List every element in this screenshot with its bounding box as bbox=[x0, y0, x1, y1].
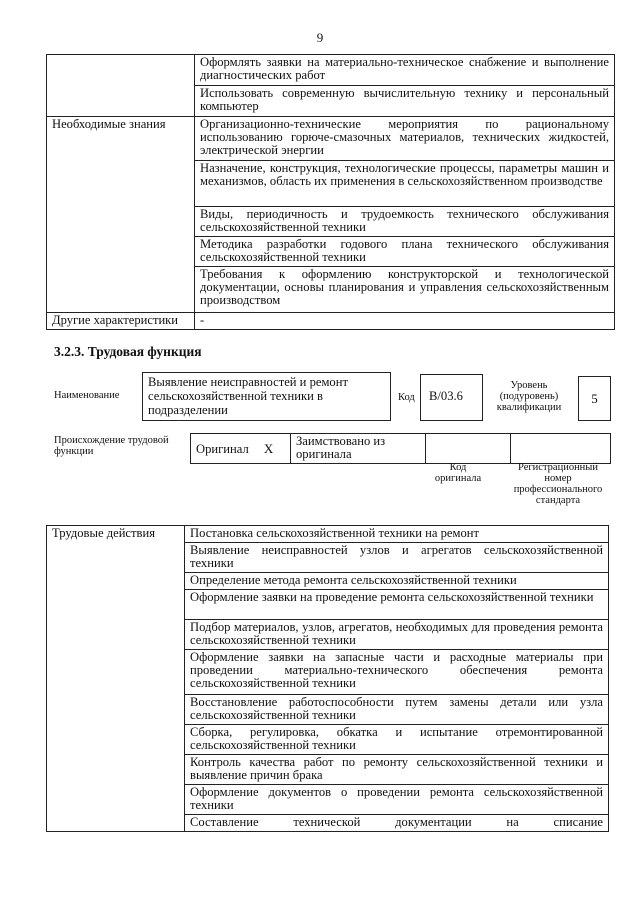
code-value: B/03.6 bbox=[420, 374, 483, 421]
knowledge-cell: Организационно-технические мероприятия по рациональному использованию горюче-смазочных материалов, технических жидкостей, электрической энергии bbox=[195, 117, 615, 161]
table-row bbox=[47, 55, 615, 86]
code-label: Код bbox=[398, 392, 415, 403]
table-row bbox=[47, 313, 615, 330]
action-cell: Контроль качества работ по ремонту сельскохозяйственной техники и выявление причин брака bbox=[185, 755, 609, 785]
registration-number-cell bbox=[511, 434, 611, 464]
action-cell: Оформление заявки на проведение ремонта сельскохозяйственной техники bbox=[185, 590, 609, 620]
skill-cell: Оформлять заявки на материально-техническое снабжение и выполнение диагностических работ bbox=[195, 55, 615, 86]
original-label: Оригинал bbox=[196, 442, 249, 456]
table-row bbox=[191, 434, 611, 464]
page-number: 9 bbox=[316, 30, 324, 45]
action-cell: Определение метода ремонта сельскохозяйственной техники bbox=[185, 573, 609, 590]
action-cell: Восстановление работоспособности путем замены детали или узла сельскохозяйственной техники bbox=[185, 695, 609, 725]
registration-caption: Регистрационный номер профессионального стандарта bbox=[513, 462, 603, 506]
labour-actions-table bbox=[46, 525, 609, 832]
actions-label: Трудовые действия bbox=[47, 526, 185, 832]
action-cell: Составление технической документации на списание bbox=[185, 815, 609, 832]
original-cell bbox=[191, 434, 291, 464]
action-cell: Сборка, регулировка, обкатка и испытание отремонтированной сельскохозяйственной техники bbox=[185, 725, 609, 755]
other-value: - bbox=[195, 313, 615, 330]
skill-cell: Использовать современную вычислительную технику и персональный компьютер bbox=[195, 86, 615, 117]
origin-label: Происхождение трудовой функции bbox=[54, 435, 169, 457]
level-value: 5 bbox=[578, 376, 611, 421]
original-code-cell bbox=[426, 434, 511, 464]
action-cell: Оформление заявки на запасные части и расходные материалы при проведении материально-технического обеспечения ремонта сельскохозяйственной техники bbox=[185, 650, 609, 695]
action-cell: Подбор материалов, узлов, агрегатов, необходимых для проведения ремонта сельскохозяйственной техники bbox=[185, 620, 609, 650]
code-caption: Код оригинала bbox=[434, 462, 482, 484]
action-cell: Оформление документов о проведении ремонта сельскохозяйственной техники bbox=[185, 785, 609, 815]
action-cell: Постановка сельскохозяйственной техники на ремонт bbox=[185, 526, 609, 543]
knowledge-cell: Назначение, конструкция, технологические процессы, параметры машин и механизмов, область их применения в сельскохозяйственном производстве bbox=[195, 161, 615, 207]
table-row bbox=[47, 117, 615, 161]
knowledge-cell: Методика разработки годового плана технического обслуживания сельскохозяйственной техники bbox=[195, 237, 615, 267]
other-label: Другие характеристики bbox=[47, 313, 195, 330]
original-mark: X bbox=[263, 441, 274, 456]
requirements-table bbox=[46, 54, 615, 330]
name-label: Наименование bbox=[54, 390, 120, 401]
origin-table bbox=[190, 433, 611, 464]
table-row bbox=[47, 526, 609, 543]
level-label: Уровень (подуровень) квалификации bbox=[496, 380, 562, 413]
action-cell: Выявление неисправностей узлов и агрегатов сельскохозяйственной техники bbox=[185, 543, 609, 573]
knowledge-cell: Виды, периодичность и трудоемкость технического обслуживания сельскохозяйственной техники bbox=[195, 207, 615, 237]
borrowed-label: Заимствовано из оригинала bbox=[291, 434, 426, 464]
section-heading: 3.2.3. Трудовая функция bbox=[54, 344, 202, 359]
name-value: Выявление неисправностей и ремонт сельскохозяйственной техники в подразделении bbox=[142, 372, 391, 421]
knowledge-label: Необходимые знания bbox=[47, 117, 195, 313]
knowledge-cell: Требования к оформлению конструкторской и технологической документации, основы планирования и управления сельскохозяйственным производством bbox=[195, 267, 615, 313]
